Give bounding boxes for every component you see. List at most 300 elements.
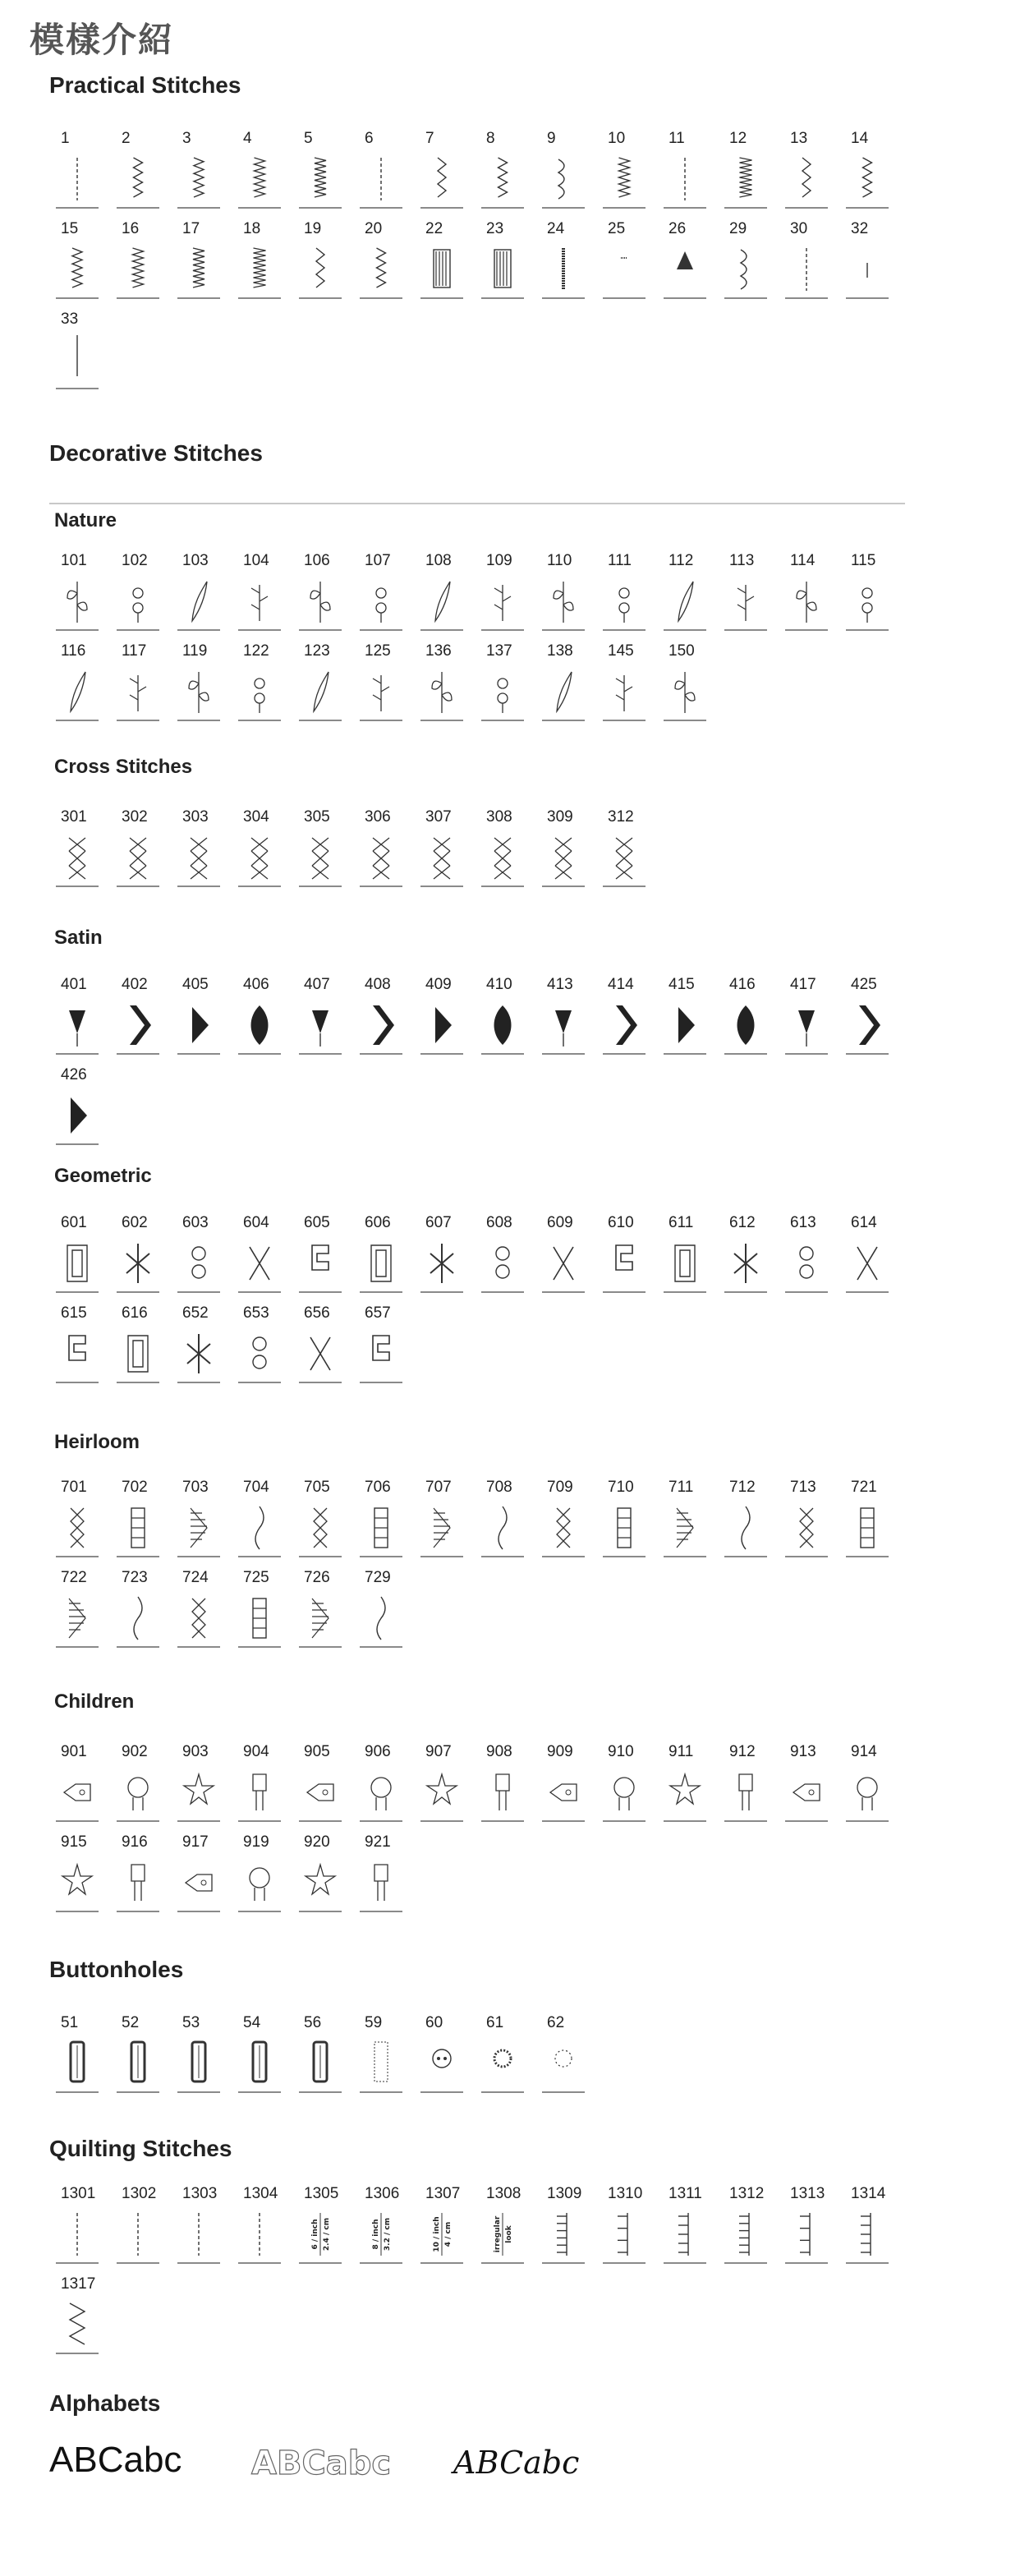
stitch-practical-22: [417, 220, 460, 310]
stitch-pattern-icon: [481, 2039, 524, 2088]
stitch-underline: [724, 297, 767, 299]
stitch-practical-32: [843, 220, 885, 310]
stitch-underline: [117, 1556, 159, 1557]
stitch-underline: [56, 207, 99, 209]
stitch-number: 722: [61, 1569, 87, 1586]
stitch-geometric-610: [600, 1214, 642, 1304]
stitch-underline: [177, 1291, 220, 1293]
stitch-underline: [785, 207, 828, 209]
stitch-number: 307: [425, 808, 452, 826]
stitch-number: 33: [61, 310, 79, 328]
stitch-nature-119: [174, 642, 217, 733]
stitch-satin-425: [843, 976, 885, 1066]
stitch-pattern-icon: [481, 2210, 524, 2259]
stitch-practical-12: [721, 130, 764, 220]
stitch-number: 425: [851, 976, 877, 993]
stitch-number: 408: [365, 976, 391, 993]
stitch-underline: [360, 297, 402, 299]
stitch-underline: [542, 1291, 585, 1293]
stitch-underline: [846, 1053, 889, 1055]
svg-text:irregular: irregular: [494, 2215, 502, 2253]
stitch-underline: [117, 629, 159, 631]
stitch-underline: [481, 1053, 524, 1055]
stitch-number: 602: [122, 1214, 148, 1231]
stitch-number: 119: [182, 642, 208, 660]
stitch-heirloom-726: [296, 1569, 338, 1659]
stitch-underline: [603, 297, 646, 299]
stitch-pattern-icon: [56, 335, 99, 384]
stitch-nature-104: [235, 552, 278, 642]
stitch-number: 405: [182, 976, 209, 993]
stitch-number: 613: [790, 1214, 816, 1231]
stitch-geometric-609: [539, 1214, 581, 1304]
stitch-pattern-icon: [299, 1239, 342, 1288]
stitch-number: 707: [425, 1479, 452, 1496]
stitch-pattern-icon: [299, 1594, 342, 1643]
stitch-pattern-icon: [177, 1239, 220, 1288]
stitch-number: 1312: [729, 2185, 765, 2202]
stitch-pattern-icon: [56, 1000, 99, 1050]
stitch-pattern-icon: [724, 577, 767, 626]
stitch-nature-114: [782, 552, 825, 642]
stitch-underline: [238, 1820, 281, 1822]
stitch-underline: [299, 1646, 342, 1648]
stitch-number: 702: [122, 1479, 148, 1496]
stitch-satin-402: [113, 976, 156, 1066]
stitch-underline: [177, 207, 220, 209]
stitch-number: 721: [851, 1479, 877, 1496]
stitch-heirloom-705: [296, 1479, 338, 1569]
stitch-number: 1301: [61, 2185, 96, 2202]
stitch-children-917: [174, 1833, 217, 1924]
stitch-number: 908: [486, 1743, 512, 1760]
stitch-underline: [420, 2262, 463, 2264]
stitch-pattern-icon: [238, 245, 281, 294]
stitch-children-901: [53, 1743, 95, 1833]
stitch-underline: [724, 1053, 767, 1055]
section-title-geometric: Geometric: [54, 1165, 152, 1187]
stitch-pattern-icon: [481, 1239, 524, 1288]
stitch-buttonholes-54: [235, 2014, 278, 2104]
stitch-pattern-icon: [542, 577, 585, 626]
stitch-underline: [299, 1291, 342, 1293]
stitch-underline: [56, 1911, 99, 1912]
stitch-pattern-icon: [724, 1768, 767, 1817]
stitch-pattern-icon: [177, 833, 220, 882]
stitch-pattern-icon: [117, 2210, 159, 2259]
stitch-geometric-608: [478, 1214, 521, 1304]
stitch-pattern-icon: [603, 2210, 646, 2259]
stitch-pattern-icon: [846, 1000, 889, 1050]
stitch-number: 30: [790, 220, 808, 237]
stitch-nature-101: [53, 552, 95, 642]
stitch-pattern-icon: [785, 1503, 828, 1552]
stitch-pattern-icon: [238, 1768, 281, 1817]
stitch-practical-8: [478, 130, 521, 220]
stitch-pattern-icon: [299, 1329, 342, 1378]
stitch-pattern-icon: [664, 1768, 706, 1817]
stitch-satin-401: [53, 976, 95, 1066]
stitch-pattern-icon: [664, 154, 706, 204]
stitch-number: 103: [182, 552, 209, 569]
stitch-number: 913: [790, 1743, 816, 1760]
stitch-number: 4: [243, 130, 252, 147]
stitch-underline: [724, 207, 767, 209]
stitch-pattern-icon: [360, 1594, 402, 1643]
stitch-underline: [846, 207, 889, 209]
stitch-quilting-1304: [235, 2185, 278, 2275]
stitch-number: 652: [182, 1304, 209, 1322]
stitch-number: 921: [365, 1833, 391, 1851]
stitch-underline: [56, 1053, 99, 1055]
stitch-practical-14: [843, 130, 885, 220]
stitch-pattern-icon: [299, 577, 342, 626]
stitch-satin-410: [478, 976, 521, 1066]
stitch-number: 22: [425, 220, 443, 237]
stitch-pattern-icon: [117, 245, 159, 294]
stitch-number: 901: [61, 1743, 87, 1760]
stitch-underline: [299, 1556, 342, 1557]
stitch-buttonholes-51: [53, 2014, 95, 2104]
stitch-buttonholes-53: [174, 2014, 217, 2104]
stitch-number: 23: [486, 220, 504, 237]
stitch-underline: [420, 629, 463, 631]
stitch-quilting-1306: [356, 2185, 399, 2275]
svg-text:10 / inch: 10 / inch: [433, 2216, 441, 2252]
stitch-practical-7: [417, 130, 460, 220]
stitch-underline: [238, 720, 281, 721]
stitch-cross-309: [539, 808, 581, 899]
stitch-number: 29: [729, 220, 747, 237]
stitch-underline: [177, 1911, 220, 1912]
stitch-underline: [238, 1646, 281, 1648]
stitch-pattern-icon: [420, 2210, 463, 2259]
stitch-number: 13: [790, 130, 808, 147]
stitch-number: 1: [61, 130, 70, 147]
stitch-underline: [542, 1053, 585, 1055]
section-divider: [49, 503, 905, 504]
stitch-underline: [56, 886, 99, 887]
stitch-underline: [542, 297, 585, 299]
stitch-number: 7: [425, 130, 434, 147]
stitch-pattern-icon: [56, 1239, 99, 1288]
stitch-children-912: [721, 1743, 764, 1833]
stitch-number: 601: [61, 1214, 87, 1231]
stitch-underline: [117, 1646, 159, 1648]
stitch-underline: [238, 886, 281, 887]
stitch-nature-123: [296, 642, 338, 733]
section-title-children: Children: [54, 1690, 135, 1713]
stitch-number: 8: [486, 130, 495, 147]
stitch-underline: [360, 1291, 402, 1293]
stitch-pattern-icon: [542, 667, 585, 716]
stitch-cross-304: [235, 808, 278, 899]
stitch-underline: [117, 1291, 159, 1293]
stitch-pattern-icon: [117, 1000, 159, 1050]
stitch-pattern-icon: [177, 2210, 220, 2259]
stitch-underline: [664, 2262, 706, 2264]
stitch-cross-303: [174, 808, 217, 899]
stitch-pattern-icon: [603, 1000, 646, 1050]
stitch-underline: [56, 1143, 99, 1145]
stitch-number: 407: [304, 976, 330, 993]
stitch-underline: [542, 886, 585, 887]
stitch-underline: [117, 207, 159, 209]
stitch-pattern-icon: [542, 1503, 585, 1552]
stitch-pattern-icon: [360, 1000, 402, 1050]
stitch-number: 25: [608, 220, 626, 237]
stitch-underline: [724, 629, 767, 631]
stitch-pattern-icon: [56, 1768, 99, 1817]
stitch-pattern-icon: [117, 154, 159, 204]
stitch-number: 136: [425, 642, 452, 660]
stitch-number: 301: [61, 808, 87, 826]
stitch-underline: [56, 720, 99, 721]
stitch-practical-25: [600, 220, 642, 310]
stitch-underline: [542, 629, 585, 631]
stitch-underline: [177, 1382, 220, 1383]
stitch-pattern-icon: [299, 245, 342, 294]
stitch-pattern-icon: [724, 1239, 767, 1288]
stitch-number: 1308: [486, 2185, 521, 2202]
stitch-number: 416: [729, 976, 756, 993]
stitch-children-902: [113, 1743, 156, 1833]
stitch-underline: [785, 297, 828, 299]
stitch-nature-113: [721, 552, 764, 642]
stitch-buttonholes-56: [296, 2014, 338, 2104]
stitch-pattern-icon: [603, 577, 646, 626]
stitch-heirloom-708: [478, 1479, 521, 1569]
stitch-number: 1317: [61, 2275, 96, 2293]
stitch-pattern-icon: [360, 2210, 402, 2259]
stitch-quilting-1302: [113, 2185, 156, 2275]
stitch-pattern-icon: [56, 1329, 99, 1378]
stitch-underline: [299, 297, 342, 299]
stitch-satin-414: [600, 976, 642, 1066]
stitch-quilting-1312: [721, 2185, 764, 2275]
stitch-pattern-icon: [360, 833, 402, 882]
stitch-underline: [56, 297, 99, 299]
stitch-satin-407: [296, 976, 338, 1066]
stitch-quilting-1310: [600, 2185, 642, 2275]
stitch-underline: [846, 629, 889, 631]
stitch-heirloom-722: [53, 1569, 95, 1659]
stitch-underline: [420, 297, 463, 299]
stitch-geometric-606: [356, 1214, 399, 1304]
stitch-underline: [603, 629, 646, 631]
stitch-underline: [238, 1291, 281, 1293]
stitch-nature-125: [356, 642, 399, 733]
stitch-pattern-icon: [542, 833, 585, 882]
stitch-number: 54: [243, 2014, 261, 2031]
stitch-underline: [542, 1556, 585, 1557]
stitch-number: 609: [547, 1214, 573, 1231]
alphabet-sans-sample: ABCabc: [49, 2440, 182, 2480]
stitch-pattern-icon: [177, 1329, 220, 1378]
stitch-underline: [603, 1820, 646, 1822]
stitch-underline: [117, 1382, 159, 1383]
stitch-number: 107: [365, 552, 391, 569]
stitch-quilting-1301: [53, 2185, 95, 2275]
section-title-heirloom: Heirloom: [54, 1431, 140, 1453]
stitch-buttonholes-60: [417, 2014, 460, 2104]
stitch-pattern-icon: [360, 1503, 402, 1552]
stitch-pattern-icon: [785, 245, 828, 294]
stitch-children-905: [296, 1743, 338, 1833]
stitch-geometric-615: [53, 1304, 95, 1395]
stitch-pattern-icon: [299, 154, 342, 204]
stitch-number: 6: [365, 130, 374, 147]
stitch-number: 24: [547, 220, 565, 237]
stitch-number: 1314: [851, 2185, 886, 2202]
stitch-number: 1306: [365, 2185, 400, 2202]
stitch-underline: [117, 2091, 159, 2093]
stitch-number: 56: [304, 2014, 322, 2031]
svg-text:6 / inch: 6 / inch: [311, 2219, 319, 2250]
stitch-number: 414: [608, 976, 634, 993]
stitch-underline: [56, 2262, 99, 2264]
stitch-nature-138: [539, 642, 581, 733]
stitch-number: 14: [851, 130, 869, 147]
stitch-underline: [360, 2091, 402, 2093]
stitch-underline: [724, 2262, 767, 2264]
stitch-pattern-icon: [56, 833, 99, 882]
stitch-number: 902: [122, 1743, 148, 1760]
stitch-number: 911: [669, 1743, 694, 1760]
svg-text:3.2 / cm: 3.2 / cm: [384, 2217, 392, 2252]
stitch-number: 415: [669, 976, 695, 993]
stitch-practical-11: [660, 130, 703, 220]
stitch-pattern-icon: [846, 245, 889, 294]
stitch-practical-33: [53, 310, 95, 401]
stitch-underline: [846, 2262, 889, 2264]
stitch-pattern-icon: [724, 154, 767, 204]
stitch-number: 145: [608, 642, 634, 660]
stitch-underline: [724, 1291, 767, 1293]
stitch-pattern-icon: [603, 1239, 646, 1288]
stitch-pattern-icon: [56, 2300, 99, 2349]
stitch-number: 614: [851, 1214, 877, 1231]
stitch-practical-15: [53, 220, 95, 310]
stitch-satin-416: [721, 976, 764, 1066]
stitch-number: 1309: [547, 2185, 582, 2202]
stitch-pattern-icon: [420, 2039, 463, 2088]
stitch-underline: [420, 2091, 463, 2093]
stitch-pattern-icon: [420, 833, 463, 882]
stitch-number: 917: [182, 1833, 209, 1851]
stitch-quilting-1307: [417, 2185, 460, 2275]
stitch-underline: [785, 1053, 828, 1055]
stitch-underline: [542, 207, 585, 209]
stitch-number: 729: [365, 1569, 391, 1586]
stitch-pattern-icon: [542, 245, 585, 294]
stitch-practical-2: [113, 130, 156, 220]
stitch-number: 123: [304, 642, 330, 660]
stitch-underline: [238, 1053, 281, 1055]
stitch-underline: [664, 720, 706, 721]
stitch-pattern-icon: [177, 1000, 220, 1050]
stitch-pattern-icon: [117, 1768, 159, 1817]
stitch-quilting-1303: [174, 2185, 217, 2275]
stitch-number: 114: [790, 552, 816, 569]
section-title-practical: Practical Stitches: [49, 72, 241, 98]
stitch-geometric-653: [235, 1304, 278, 1395]
stitch-children-910: [600, 1743, 642, 1833]
stitch-number: 108: [425, 552, 452, 569]
stitch-children-907: [417, 1743, 460, 1833]
stitch-practical-5: [296, 130, 338, 220]
stitch-pattern-icon: [664, 1239, 706, 1288]
stitch-pattern-icon: [56, 154, 99, 204]
stitch-underline: [56, 1646, 99, 1648]
stitch-pattern-icon: [481, 667, 524, 716]
stitch-pattern-icon: [238, 1239, 281, 1288]
stitch-pattern-icon: [56, 667, 99, 716]
stitch-number: 703: [182, 1479, 209, 1496]
section-title-quilting: Quilting Stitches: [49, 2136, 232, 2161]
stitch-number: 905: [304, 1743, 330, 1760]
stitch-geometric-607: [417, 1214, 460, 1304]
stitch-number: 713: [790, 1479, 816, 1496]
stitch-number: 305: [304, 808, 330, 826]
stitch-number: 726: [304, 1569, 330, 1586]
stitch-pattern-icon: [238, 1329, 281, 1378]
stitch-pattern-icon: [177, 2039, 220, 2088]
stitch-practical-30: [782, 220, 825, 310]
stitch-number: 102: [122, 552, 148, 569]
stitch-underline: [299, 720, 342, 721]
stitch-pattern-icon: [360, 2039, 402, 2088]
stitch-pattern-icon: [238, 2210, 281, 2259]
stitch-buttonholes-59: [356, 2014, 399, 2104]
stitch-heirloom-724: [174, 1569, 217, 1659]
stitch-number: 51: [61, 2014, 79, 2031]
stitch-underline: [299, 1911, 342, 1912]
stitch-practical-4: [235, 130, 278, 220]
stitch-underline: [420, 1556, 463, 1557]
stitch-children-920: [296, 1833, 338, 1924]
stitch-number: 910: [608, 1743, 634, 1760]
stitch-pattern-icon: [542, 1239, 585, 1288]
stitch-number: 920: [304, 1833, 330, 1851]
stitch-heirloom-723: [113, 1569, 156, 1659]
stitch-pattern-icon: [846, 1503, 889, 1552]
stitch-nature-136: [417, 642, 460, 733]
stitch-cross-302: [113, 808, 156, 899]
stitch-underline: [299, 2091, 342, 2093]
stitch-pattern-icon: [56, 1858, 99, 1907]
stitch-heirloom-703: [174, 1479, 217, 1569]
stitch-geometric-652: [174, 1304, 217, 1395]
stitch-children-906: [356, 1743, 399, 1833]
stitch-buttonholes-62: [539, 2014, 581, 2104]
stitch-number: 1304: [243, 2185, 278, 2202]
stitch-pattern-icon: [177, 154, 220, 204]
stitch-number: 137: [486, 642, 512, 660]
stitch-pattern-icon: [664, 577, 706, 626]
stitch-pattern-icon: [238, 1000, 281, 1050]
stitch-underline: [360, 1646, 402, 1648]
stitch-number: 32: [851, 220, 869, 237]
stitch-number: 916: [122, 1833, 148, 1851]
stitch-number: 112: [669, 552, 694, 569]
stitch-quilting-1308: [478, 2185, 521, 2275]
stitch-heirloom-709: [539, 1479, 581, 1569]
stitch-underline: [56, 1291, 99, 1293]
stitch-nature-122: [235, 642, 278, 733]
stitch-number: 62: [547, 2014, 565, 2031]
stitch-satin-409: [417, 976, 460, 1066]
